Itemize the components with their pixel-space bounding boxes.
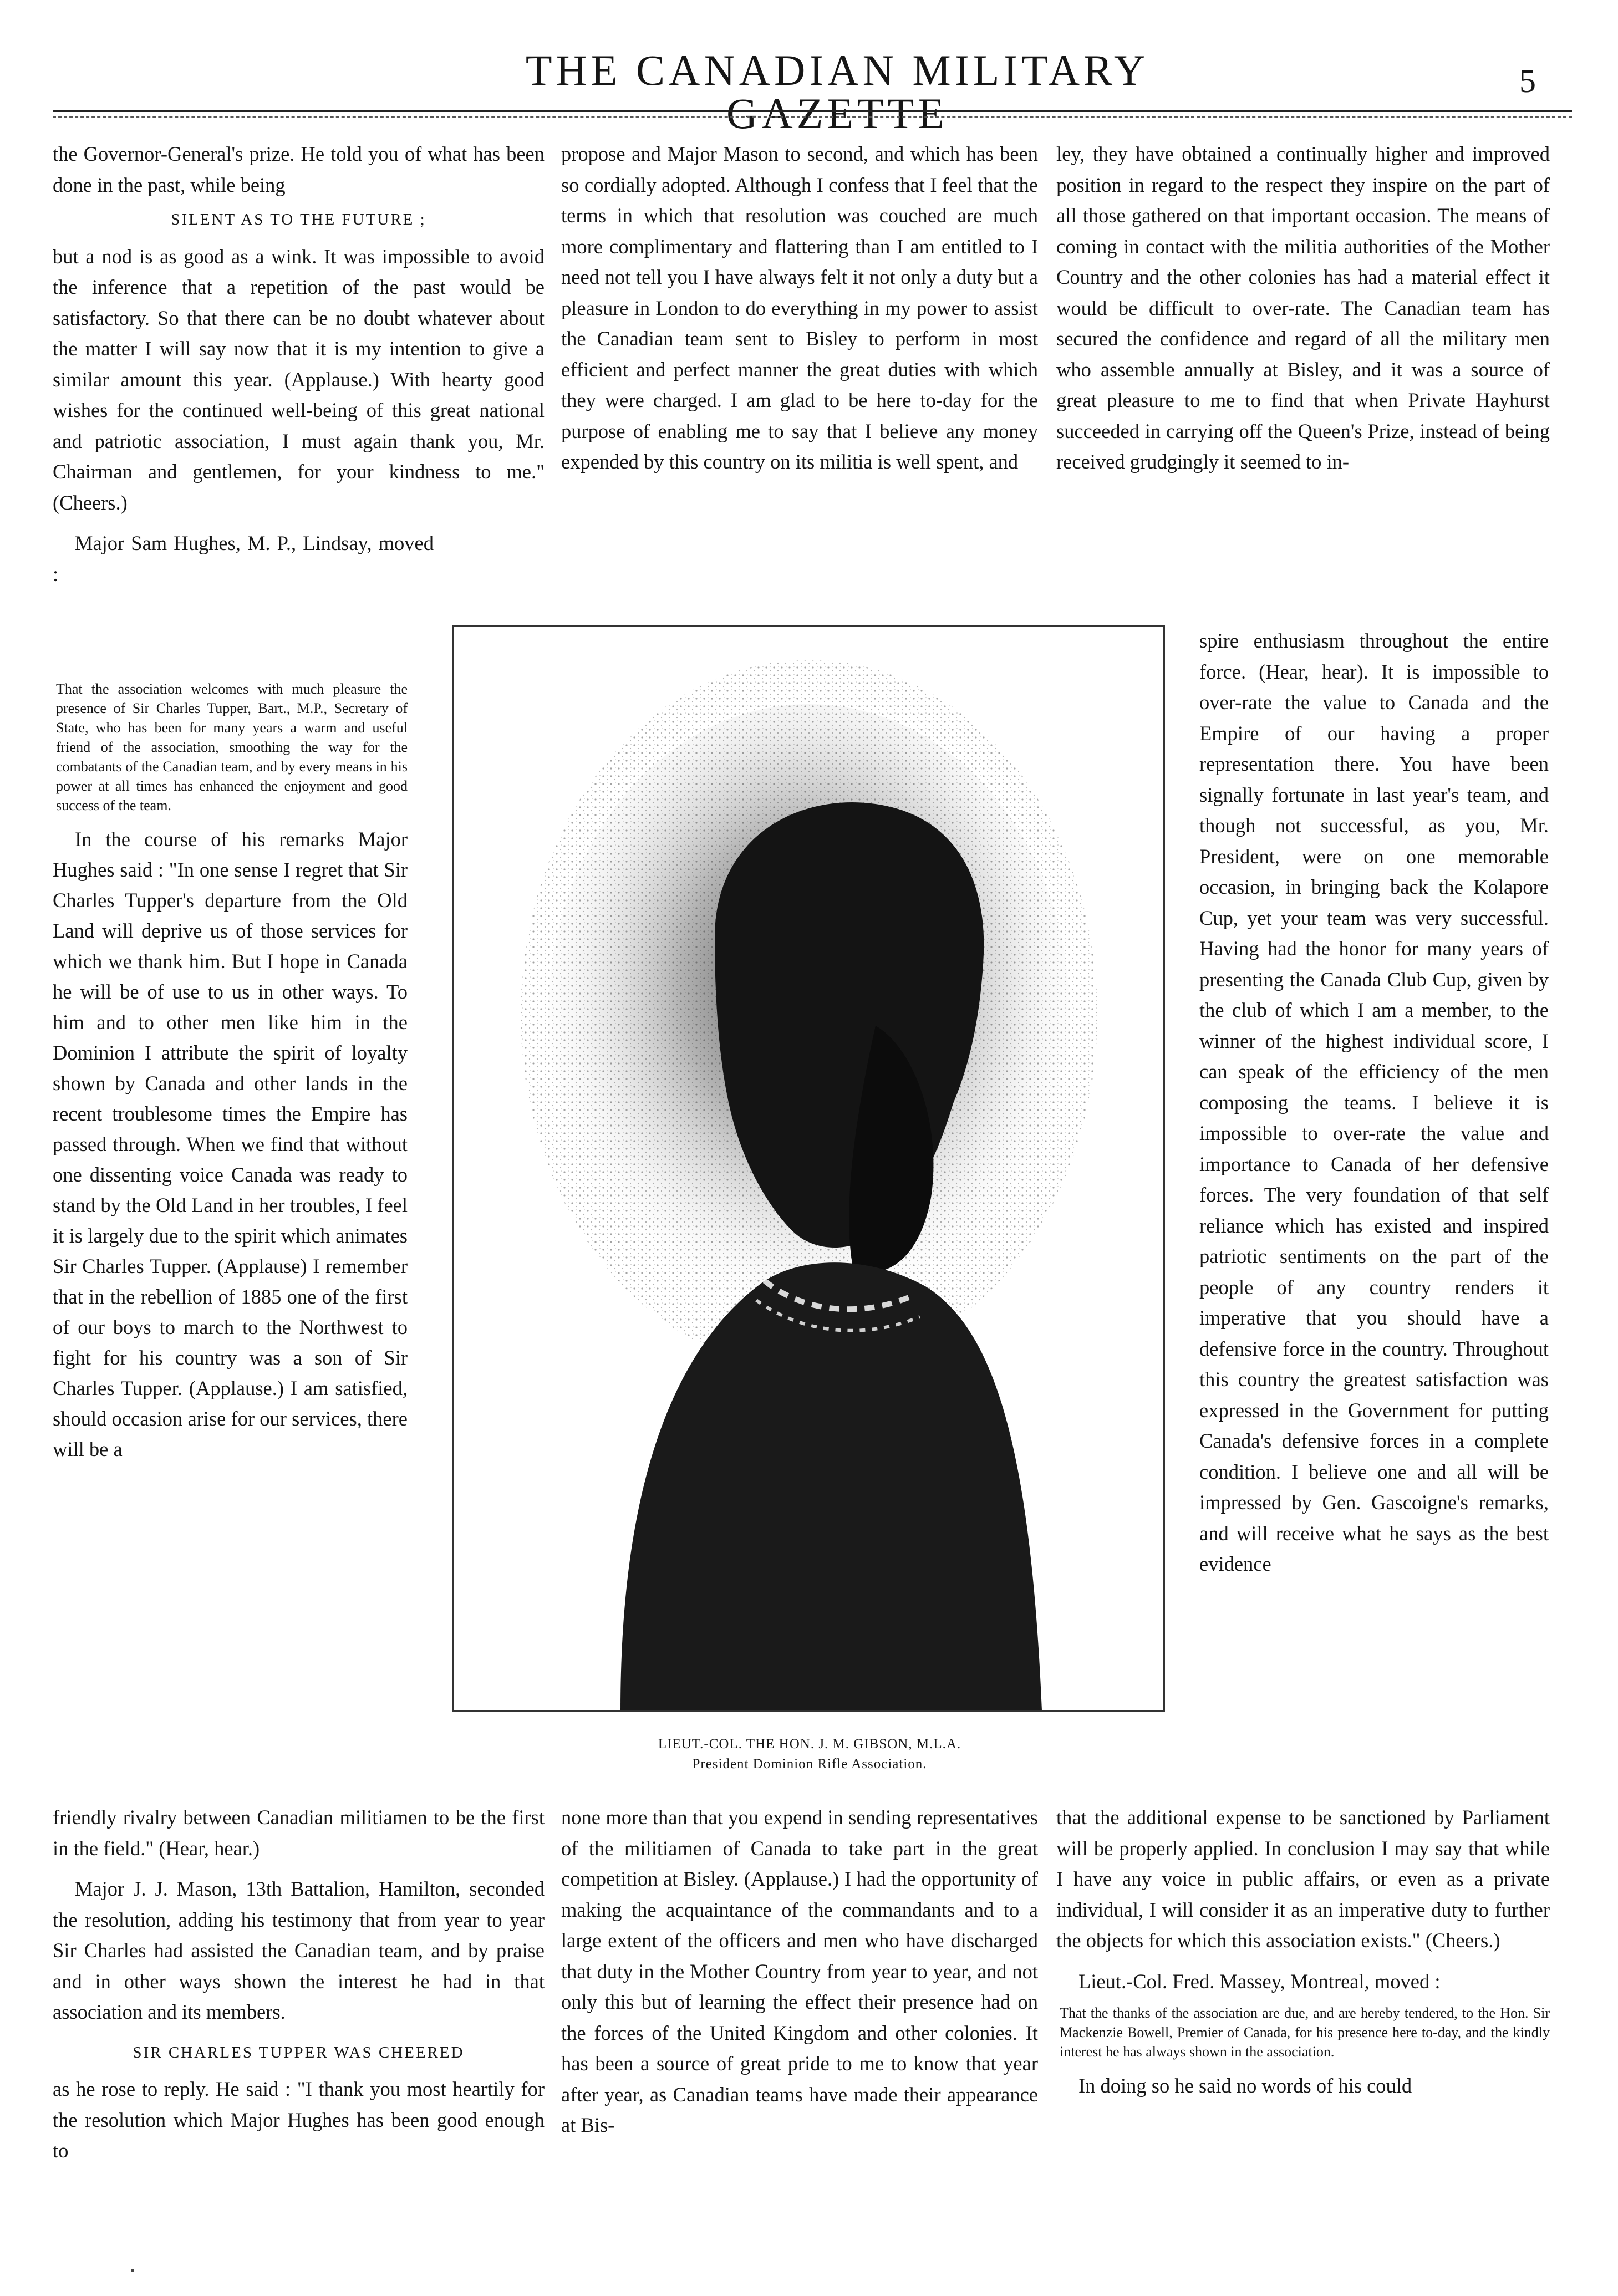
column-1-top: [53, 139, 545, 589]
paragraph: but a nod is as good as a wink. It was impossible to avoid the inference that a repetition of the past would be satisfactory. So that there can be no doubt whatever about the matter I will say now that it is my intention to give a similar amount this year. (Applause.) With hearty good wishes for the continued well-being of this great national and patriotic association, I must again thank you, Mr. Chairman and gentlemen, for your kindness to me." (Cheers.): [53, 245, 545, 514]
paragraph: friendly rivalry between Canadian militiamen to be the first in the field." (Hear, hear.): [53, 1806, 545, 1860]
paragraph: In doing so he said no words of his could: [1078, 2074, 1412, 2097]
column-3-bottom: [1056, 1802, 1550, 2101]
column-1-narrow: [53, 679, 408, 1464]
column-3-top: [1056, 139, 1550, 477]
column-2-bottom: [561, 1802, 1038, 2141]
paragraph: ley, they have obtained a continually higher and improved position in regard to the respect they inspire on the part of all those gathered on that important occasion. The means of coming in contact with the militia authorities of the Mother Country and the other colonies has had a material effect it would be difficult to over-rate. The Canadian team has secured the confidence and regard of all the military men who assemble annually at Bisley, and it was a source of great pleasure to me to find that when Private Hayhurst succeeded in carrying off the Queen's Prize, instead of being received grudgingly it seemed to in-: [1056, 142, 1550, 473]
newspaper-title: THE CANADIAN MILITARY GAZETTE: [525, 46, 1149, 138]
caption-name: LIEUT.-COL. THE HON. J. M. GIBSON, M.L.A.: [658, 1737, 961, 1752]
paragraph: spire enthusiasm throughout the entire force. (Hear, hear). It is impossible to over-rate the value to Canada and the Empire of our having a proper representation there. You have been signally fortunate in last year's team, and though not successful, as you, Mr. President, were on one memorable occasion, in bringing back the Kolapore Cup, yet your team was very successful. Having had the honor for many years of presenting the Canada Club Cup, given by the club of which I am a member, to the winner of the highest individual score, I can speak of the efficiency of the men composing the teams. I believe it is impossible to over-rate the value and importance to Canada of her defensive forces. The very foundation of that self reliance which has existed and inspired patriotic sentiments on the part of the people of any country renders it imperative that you should have a defensive force in the country. Throughout this country the greatest satisfaction was expressed in the Government for putting Canada's defensive forces in a complete condition. I believe one and all will be impressed by Gen. Gascoigne's remarks, and will receive what he says as the best evidence: [1199, 629, 1549, 1575]
section-heading-cheered: SIR CHARLES TUPPER WAS CHEERED: [133, 2043, 465, 2061]
portrait-caption: [527, 1734, 1092, 1774]
caption-title: President Dominion Rifle Association.: [692, 1757, 927, 1771]
header-rule-dashed: [53, 116, 1572, 118]
paragraph: as he rose to reply. He said : "I thank you most heartily for the resolution which Major Hughes has been good enough to: [53, 2078, 545, 2162]
page-number: 5: [1519, 63, 1536, 99]
portrait-image: [454, 627, 1164, 1710]
paragraph: none more than that you expend in sending representatives of the militiamen of Canada to take part in the great competition at Bisley. (Applause.) I had the opportunity of making the acquaintance of the commandants and to a large extent of the officers and men who have discharged that duty in the Mother Country from year to year, and not only this but of learning the effect their presence had on the forces of the United Kingdom and other colonies. It has been a source of great pride to me to know that year after year, as Canadian teams have made their appearance at Bis-: [561, 1806, 1038, 2136]
section-heading-silent: SILENT AS TO THE FUTURE ;: [171, 211, 426, 228]
resolution-text: That the association welcomes with much pleasure the presence of Sir Charles Tupper, Bart., M.P., Secretary of State, who has been for many years a warm and useful friend of the association, smoothing the way for the combatants of the Canadian team, and by every means in his power at all times has enhanced the enjoyment and good success of the team.: [56, 681, 408, 813]
column-3-narrow: [1199, 625, 1549, 1580]
paragraph: In the course of his remarks Major Hughes said : "In one sense I regret that Sir Charles Tupper's departure from the Old Land will deprive us of those services for which we thank him. But I hope in Canada he will be of use to us in other ways. To him and to other men like him in the Dominion I attribute the spirit of loyalty shown by Canada and other lands in the recent troublesome times the Empire has passed through. When we find that without one dissenting voice Canada was ready to stand by the Old Land in her troubles, I feel it is largely due to the spirit which animates Sir Charles Tupper. (Applause) I remember that in the rebellion of 1885 one of the first of our boys to march to the Northwest to fight for his country was a son of Sir Charles Tupper. (Applause.) I am satisfied, should occasion arise for our services, there will be a: [53, 828, 408, 1460]
page-header: [0, 0, 1618, 138]
resolution-text: That the thanks of the association are due, and are hereby tendered, to the Hon. Sir Mackenzie Bowell, Premier of Canada, for his presence here to-day, and the kindly interest he has always shown in the association.: [1060, 2005, 1550, 2060]
portrait-illustration: [452, 625, 1165, 1712]
column-2-top: [561, 139, 1038, 477]
paragraph: Major J. J. Mason, 13th Battalion, Hamilton, seconded the resolution, adding his testimony that from year to year Sir Charles had assisted the Canadian team, and by praise and in other ways shown the interest he had in that association and its members.: [53, 1877, 545, 2023]
header-rule: [53, 110, 1572, 114]
paragraph: propose and Major Mason to second, and which has been so cordially adopted. Although I confess that I feel that the terms in which that resolution was couched are much more complimentary and flattering than I am entitled to I need not tell you I have always felt it not only a duty but a pleasure in London to do everything in my power to assist the Canadian team sent to Bisley to perform in most efficient and perfect manner the great duties with which they were charged. I am glad to be here to-day for the purpose of enabling me to say that I believe any money expended by this country on its militia is well spent, and: [561, 142, 1038, 473]
print-mark: [131, 2269, 134, 2272]
paragraph: Lieut.-Col. Fred. Massey, Montreal, moved :: [1078, 1969, 1441, 1993]
paragraph: Major Sam Hughes, M. P., Lindsay, moved :: [53, 532, 434, 586]
column-1-bottom: [53, 1802, 545, 2166]
paragraph: the Governor-General's prize. He told you of what has been done in the past, while being: [53, 142, 545, 196]
paragraph: that the additional expense to be sanctioned by Parliament will be properly applied. In conclusion I may say that while I have any voice in public affairs, or even as a private individual, I will consider it as an imperative duty to further the objects for which this association exists." (Cheers.): [1056, 1806, 1550, 1952]
